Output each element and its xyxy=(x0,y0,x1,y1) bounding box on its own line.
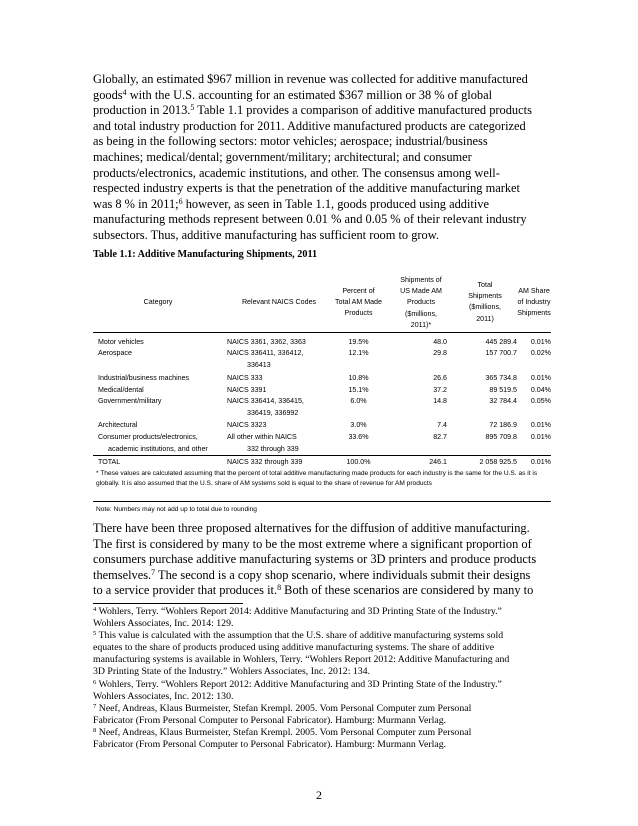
footnotes xyxy=(93,606,548,751)
header-line: Products xyxy=(407,298,435,307)
text-line: There have been three proposed alternatives for the diffusion of additive manufacturing. xyxy=(93,521,530,535)
text-line xyxy=(93,88,548,104)
header-total-shipments xyxy=(455,280,515,325)
cell-us-shipments: 82.7 xyxy=(433,433,447,441)
cell-am-share: 0.04% xyxy=(530,386,551,394)
table-note: Note: Numbers may not add up to total due to rounding xyxy=(96,506,257,513)
text-run: Wohlers, Terry. “Wohlers Report 2012: Additive Manufacturing and 3D Printing State of the Industry.” xyxy=(96,678,502,690)
cell-us-shipments: 29.8 xyxy=(433,349,447,357)
footnote-ref: 4 xyxy=(122,87,127,97)
text-line: and total industry production for 2011. Additive manufactured products are categorized xyxy=(93,118,526,133)
cell-us-shipments: 37.2 xyxy=(433,386,447,394)
footnote-separator xyxy=(93,603,243,604)
text-line: products/electronics, academic institutions, and other. The consensus among well- xyxy=(93,165,500,180)
footnote-line: manufacturing systems is available in Wohlers, Terry. “Wohlers Report 2012: Additive Manufacturing and xyxy=(93,654,510,666)
cell-am-share: 0.01% xyxy=(530,421,551,429)
text-run: Both of these scenarios are considered by many to xyxy=(281,583,534,598)
footnote-number: 4 xyxy=(93,606,97,613)
cell-am-share: 0.01% xyxy=(530,433,551,441)
header-us-shipments xyxy=(391,275,451,331)
cell-category: Medical/dental xyxy=(98,386,144,394)
shipments-table xyxy=(93,275,551,513)
cell-category: Architectural xyxy=(98,421,138,429)
text-line: as being in the following sectors: motor vehicles; aerospace; industrial/business xyxy=(93,134,488,149)
cell-category: Aerospace xyxy=(98,349,132,357)
header-line: Total AM Made xyxy=(335,298,382,307)
text-line: machines; medical/dental; government/military; architectural; and consumer xyxy=(93,149,472,164)
cell-naics: NAICS 3323 xyxy=(227,421,267,429)
cell-category: Industrial/business machines xyxy=(98,374,190,382)
cell-total-shipments: 89 519.5 xyxy=(489,386,517,394)
table-caption: Table 1.1: Additive Manufacturing Shipments, 2011 xyxy=(93,249,318,260)
cell-category: Motor vehicles xyxy=(98,338,144,346)
header-category: Category xyxy=(143,298,173,306)
text-run: production in 2013. xyxy=(93,103,191,118)
cell-percent: 15.1% xyxy=(348,386,369,394)
header-line: 2011) xyxy=(476,314,494,323)
cell-am-share: 0.01% xyxy=(530,374,551,382)
cell-naics: NAICS 3361, 3362, 3363 xyxy=(227,338,306,346)
cell-am-share: 0.05% xyxy=(530,397,551,405)
footnote-line: equates to the share of products produced using additive manufacturing systems. The share of additive xyxy=(93,642,495,654)
text-line xyxy=(93,583,548,599)
cell-naics: NAICS 333 xyxy=(227,374,263,382)
table-header xyxy=(93,275,551,330)
cell-naics: All other within NAICS xyxy=(227,433,297,441)
cell-naics-continued: 336413 xyxy=(247,360,271,369)
footnote-line xyxy=(93,606,548,618)
footnote-line xyxy=(93,703,548,715)
cell-naics-continued: 332 through 339 xyxy=(247,444,299,453)
cell-am-share: 0.01% xyxy=(530,338,551,346)
text-run: Table 1.1 provides a comparison of additive manufactured products xyxy=(194,103,532,118)
text-run: Neef, Andreas, Klaus Burmeister, Stefan Krempl. 2005. Vom Personal Computer zum Personal xyxy=(96,702,472,714)
cell-am-share: 0.01% xyxy=(530,458,551,466)
footnote-line: Fabricator (From Personal Computer to Personal Fabricator). Hamburg: Murmann Verlag. xyxy=(93,714,447,726)
cell-percent: 10.8% xyxy=(348,374,369,382)
cell-naics: NAICS 332 through 339 xyxy=(227,458,303,466)
cell-total-shipments: 72 186.9 xyxy=(489,421,517,429)
footnote-ref: 6 xyxy=(178,196,183,206)
cell-percent: 3.0% xyxy=(350,421,367,429)
header-line: Shipments of xyxy=(400,276,442,284)
cell-us-shipments: 7.4 xyxy=(437,421,447,429)
footnote-line xyxy=(93,727,548,739)
text-run: with the U.S. accounting for an estimated $367 million or 38 % of global xyxy=(126,87,493,102)
cell-percent: 33.6% xyxy=(348,433,369,441)
header-line: US Made AM xyxy=(400,287,442,296)
text-line xyxy=(93,103,548,119)
cell-naics-continued: 336419, 336992 xyxy=(247,408,299,417)
text-line: Globally, an estimated $967 million in revenue was collected for additive manufactured xyxy=(93,72,528,86)
footnote-line: 3D Printing State of the Industry.” Wohlers Associates, Inc. 2012: 134. xyxy=(93,666,371,678)
cell-percent: 6.0% xyxy=(350,397,367,405)
text-run: goods xyxy=(93,87,123,102)
header-line: Total xyxy=(477,281,493,289)
footnote-line xyxy=(93,679,548,691)
header-line: ($millions, xyxy=(469,303,501,312)
cell-naics: NAICS 336411, 336412, xyxy=(227,349,304,357)
cell-percent: 100.0% xyxy=(346,458,371,466)
text-line: consumers purchase additive manufacturing systems or 3D printers and produce products xyxy=(93,552,537,567)
cell-percent: 19.5% xyxy=(348,338,369,346)
header-line: ($millions, xyxy=(405,309,437,318)
header-line: Shipments xyxy=(517,309,551,318)
cell-us-shipments: 246.1 xyxy=(429,458,447,466)
text-line xyxy=(93,568,548,584)
cell-category: Government/military xyxy=(98,397,162,405)
text-line xyxy=(93,197,548,213)
text-run: Wohlers, Terry. “Wohlers Report 2014: Additive Manufacturing and 3D Printing State of the Industry.” xyxy=(96,606,502,617)
cell-am-share: 0.02% xyxy=(530,349,551,357)
text-line: The first is considered by many to be the most extreme where a significant proportion of xyxy=(93,536,532,551)
footnote-line: Wohlers Associates, Inc. 2014: 129. xyxy=(93,618,234,630)
text-run: The second is a copy shop scenario, where individuals submit their designs xyxy=(155,567,531,582)
cell-naics: NAICS 3391 xyxy=(227,386,267,394)
cell-us-shipments: 48.0 xyxy=(433,338,447,346)
cell-total-shipments: 365 734.8 xyxy=(485,374,517,382)
cell-category-continued: academic institutions, and other xyxy=(108,444,208,453)
header-line: of Industry xyxy=(517,298,551,307)
footnote-ref: 5 xyxy=(190,103,195,113)
text-line: respected industry experts is that the penetration of the additive manufacturing market xyxy=(93,181,520,196)
cell-us-shipments: 14.8 xyxy=(433,397,447,405)
header-line: Percent of xyxy=(342,287,375,295)
footnote-line: Fabricator (From Personal Computer to Personal Fabricator). Hamburg: Murmann Verlag. xyxy=(93,739,447,751)
header-line: Shipments xyxy=(468,292,502,301)
text-run: themselves. xyxy=(93,567,152,582)
intro-paragraph xyxy=(93,72,548,244)
cell-total-shipments: 2 058 925.5 xyxy=(479,458,517,466)
text-run: to a service provider that produces it. xyxy=(93,583,278,598)
cell-total-shipments: 895 709.8 xyxy=(485,433,517,441)
text-line: manufacturing methods represent between 0.01 % and 0.05 % of their relevant industry xyxy=(93,212,527,227)
footnote-number: 5 xyxy=(93,630,97,638)
cell-category: TOTAL xyxy=(98,458,121,466)
cell-category: Consumer products/electronics, xyxy=(98,433,198,441)
cell-total-shipments: 32 784.4 xyxy=(489,397,517,405)
footnote-line xyxy=(93,630,548,642)
footnote-ref: 7 xyxy=(151,567,156,577)
cell-naics: NAICS 336414, 336415, xyxy=(227,397,304,405)
cell-us-shipments: 26.6 xyxy=(433,374,447,382)
header-line: Products xyxy=(344,309,373,318)
header-am-share xyxy=(513,286,555,320)
table-rule xyxy=(93,501,551,502)
cell-total-shipments: 157 700.7 xyxy=(485,349,517,357)
text-run: Neef, Andreas, Klaus Burmeister, Stefan Krempl. 2005. Vom Personal Computer zum Personal xyxy=(96,726,472,738)
table-rule xyxy=(93,332,551,333)
header-naics: Relevant NAICS Codes xyxy=(241,298,317,306)
header-line: AM Share xyxy=(518,287,550,295)
footnote-number: 8 xyxy=(93,726,97,734)
footnote-ref: 8 xyxy=(277,583,282,593)
page-number: 2 xyxy=(316,788,322,802)
footnote-number: 7 xyxy=(93,702,97,710)
diffusion-paragraph xyxy=(93,521,548,599)
table-footnote: * These values are calculated assuming that the percent of total additive manufacturing made products for each industry is the same for the U.S. as it is globally. It is also assumed that the U.S. share of AM systems sold is equal to the share of revenue for AM products xyxy=(96,470,538,487)
text-run: was 8 % in 2011; xyxy=(93,196,179,211)
footnote-line: Wohlers Associates, Inc. 2012: 130. xyxy=(93,690,234,702)
footnote-number: 6 xyxy=(93,678,97,686)
text-line: subsectors. Thus, additive manufacturing has sufficient room to grow. xyxy=(93,227,439,242)
text-run: This value is calculated with the assumption that the U.S. share of additive manufacturing systems sold xyxy=(96,630,504,642)
text-run: however, as seen in Table 1.1, goods produced using additive xyxy=(182,196,489,211)
cell-percent: 12.1% xyxy=(348,349,369,357)
header-percent xyxy=(331,286,386,320)
table-rule xyxy=(93,455,551,456)
cell-total-shipments: 445 289.4 xyxy=(485,338,517,346)
header-line: 2011)* xyxy=(410,320,432,329)
